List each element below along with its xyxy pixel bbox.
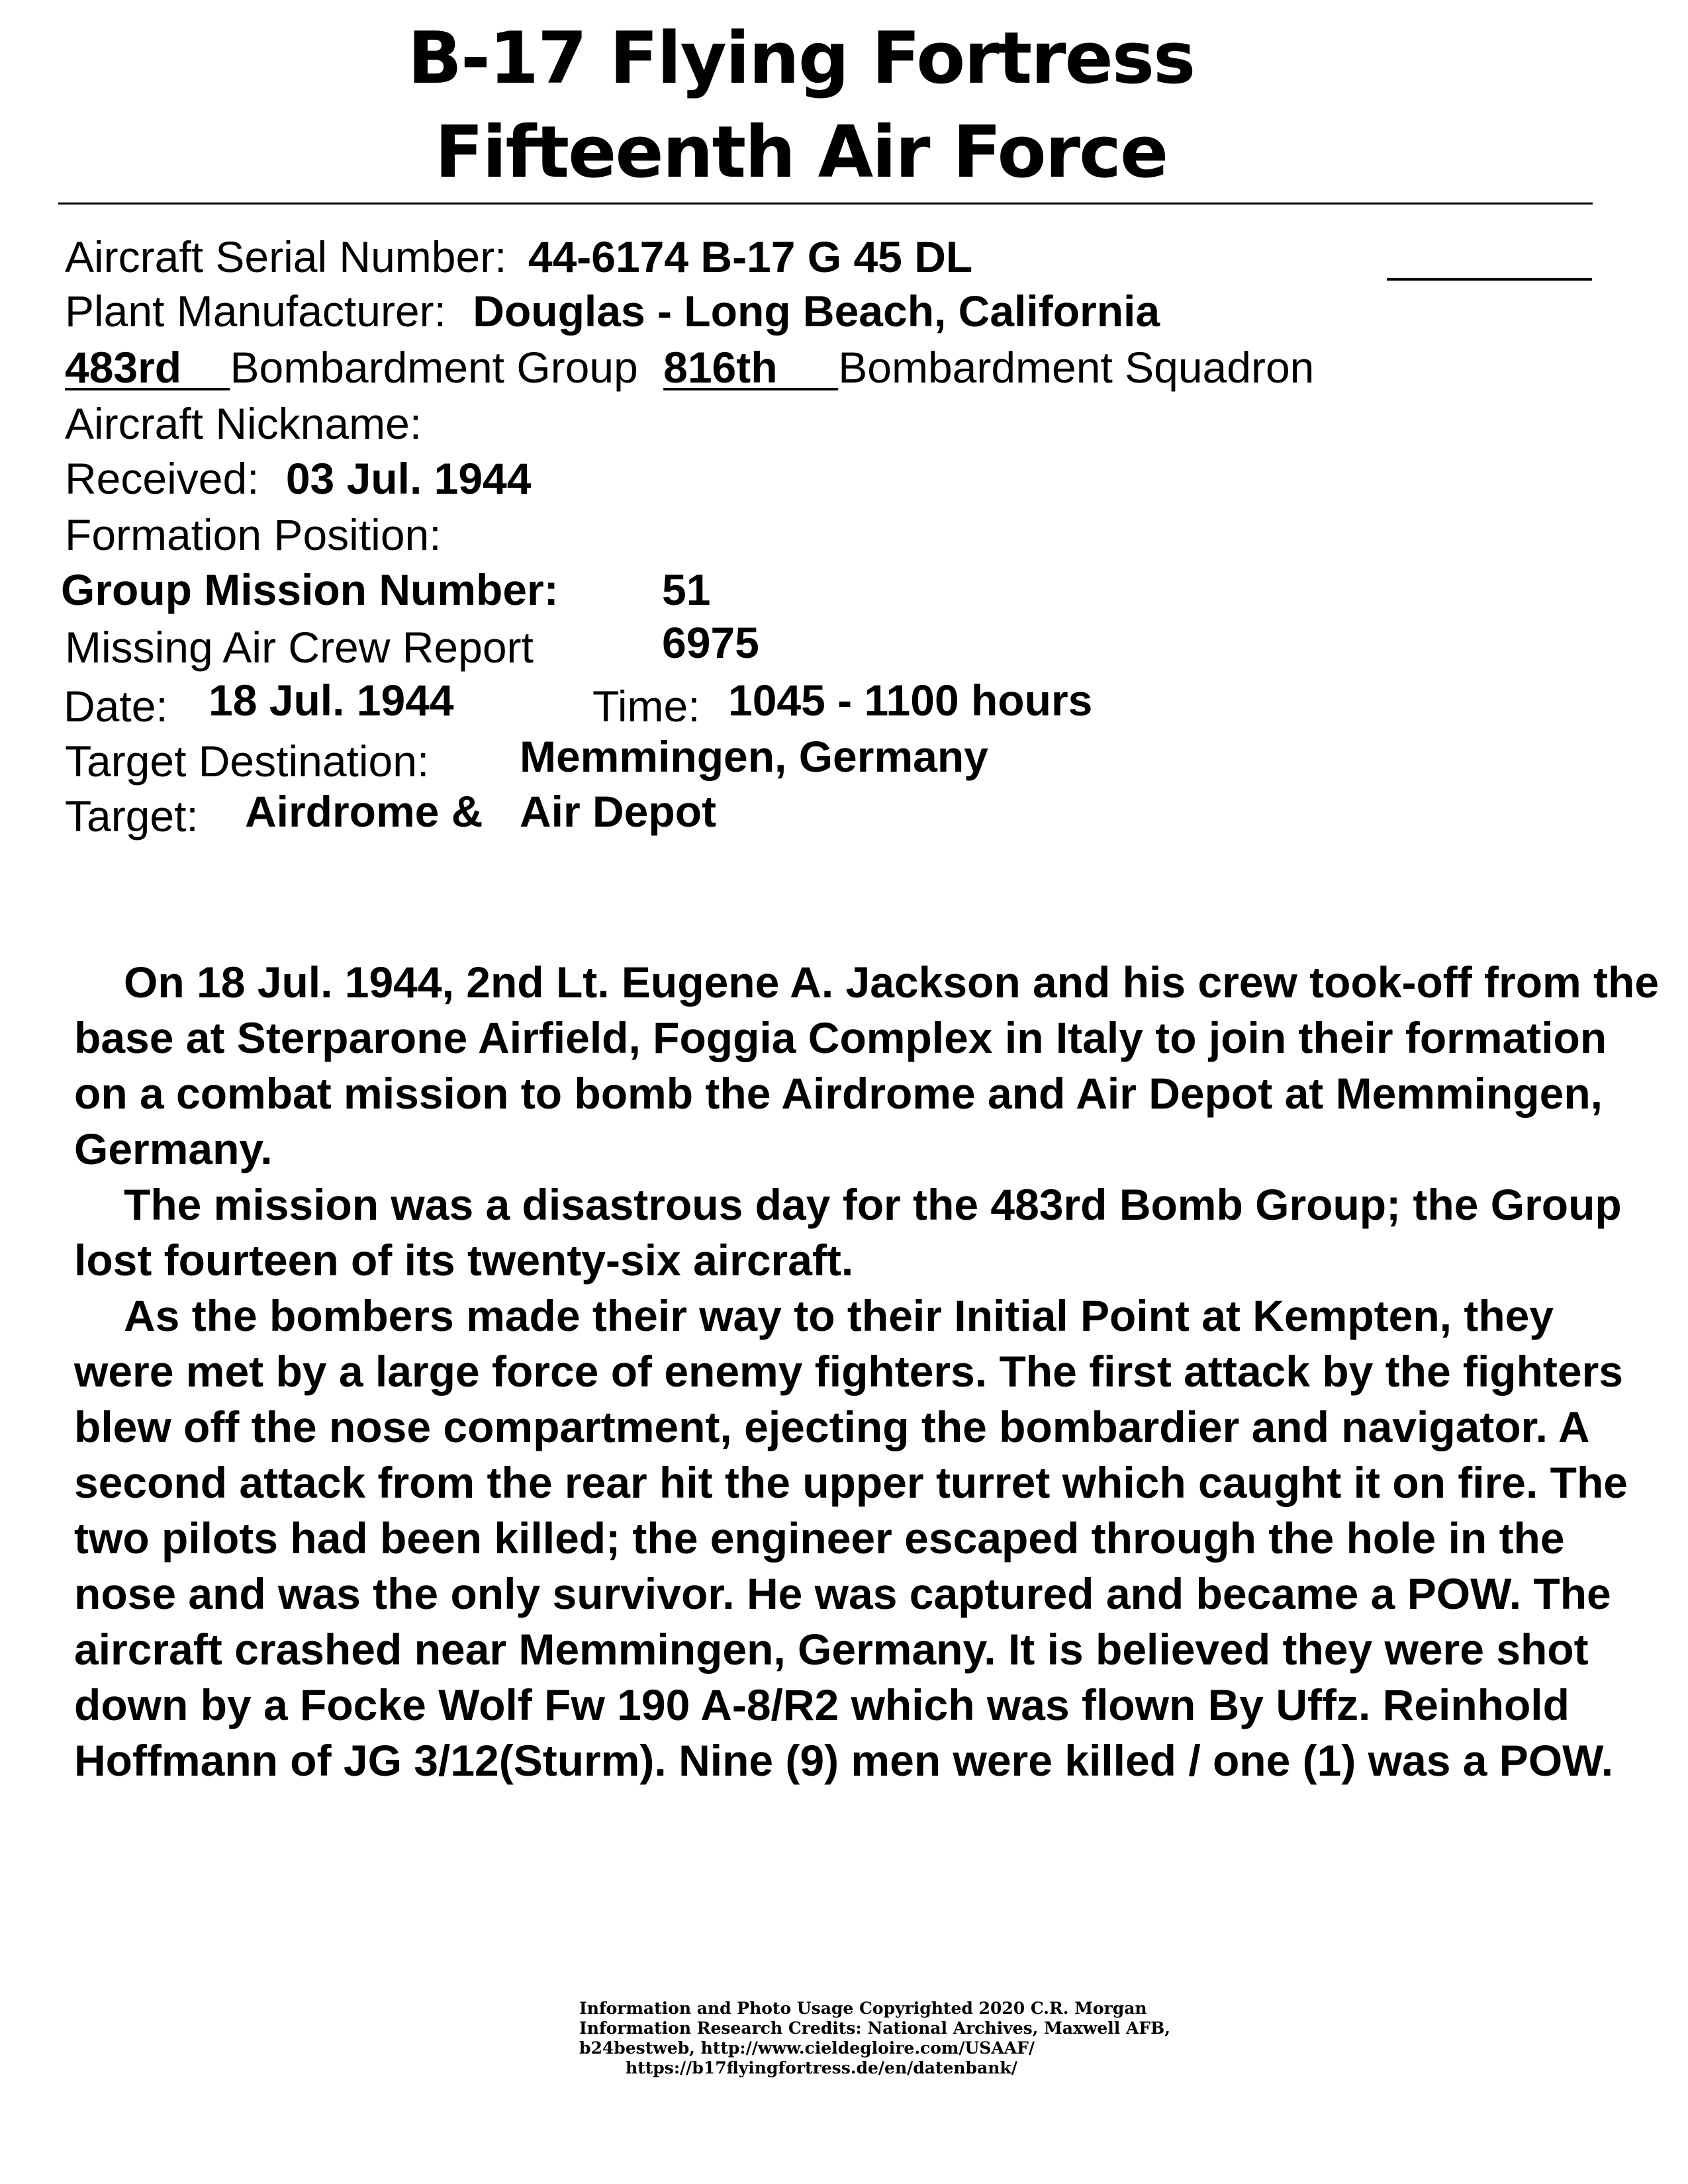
time-row: [592, 682, 700, 731]
narrative-paragraph-1: On 18 Jul. 1944, 2nd Lt. Eugene A. Jackson and his crew took-off from the base at Sterparone Airfield, Foggia Complex in Italy to join their formation on a combat mission to bomb the Airdrome and Air Depot at Memmingen, Germany.: [74, 958, 1660, 1173]
mission-label: Group Mission Number:: [61, 565, 559, 614]
destination-value-wrap: [520, 732, 988, 781]
footer-credits: Information Research Credits: National Archives, Maxwell AFB,: [579, 2019, 1170, 2038]
destination-row: [65, 737, 430, 786]
target-value-2-wrap: [520, 787, 716, 836]
mission-narrative: [74, 954, 1663, 1788]
target-label: Target:: [65, 792, 199, 841]
target-value-2: Air Depot: [520, 787, 716, 836]
footer-copyright: Information and Photo Usage Copyrighted 2020 C.R. Morgan: [579, 1999, 1147, 2018]
title-line-1: B-17 Flying Fortress: [407, 17, 1195, 100]
time-label: Time:: [592, 682, 700, 731]
serial-number-label: Aircraft Serial Number:: [65, 232, 507, 281]
target-value-1: Airdrome &: [245, 787, 483, 836]
narrative-paragraph-3: As the bombers made their way to their Initial Point at Kempten, they were met by a large force of enemy fighters. The first attack by the fighters blew off the nose compartment, ejecting the bombardier and navigator. A second attack from the rear hit the upper turret which caught it on fire. The two pilots had been killed; the engineer escaped through the hole in the nose and was the only survivor. He was captured and became a POW. The aircraft crashed near Memmingen, Germany. It is believed they were shot down by a Focke Wolf Fw 190 A-8/R2 which was flown By Uffz. Reinhold Hoffmann of JG 3/12(Sturm). Nine (9) men were killed / one (1) was a POW.: [74, 1291, 1628, 1785]
formation-label: Formation Position:: [65, 510, 442, 559]
formation-row: [65, 510, 442, 559]
destination-value: Memmingen, Germany: [520, 732, 988, 781]
footer-url-2: https://b17flyingfortress.de/en/datenbank/: [626, 2058, 1017, 2077]
squadron-label: Bombardment Squadron: [838, 343, 1315, 392]
blank-entry-line: [1387, 278, 1592, 281]
mission-value: 51: [662, 565, 711, 614]
nickname-label: Aircraft Nickname:: [65, 399, 422, 448]
group-label: Bombardment Group: [230, 343, 638, 392]
received-label: Received:: [65, 454, 259, 503]
mission-value-wrap: [662, 565, 711, 614]
manufacturer-label: Plant Manufacturer:: [65, 287, 446, 336]
macr-value: 6975: [662, 618, 759, 667]
footer-url-1: b24bestweb, http://www.cieldegloire.com/USAAF/: [579, 2038, 1035, 2058]
manufacturer-row: [65, 287, 1160, 336]
macr-row: [65, 623, 534, 672]
squadron-value: 816th: [663, 343, 778, 392]
title-divider: [58, 203, 1593, 205]
target-value-1-wrap: [245, 787, 483, 836]
target-row: [65, 792, 199, 841]
received-row: [65, 454, 532, 503]
group-squadron-row: [65, 343, 1315, 392]
date-label: Date:: [64, 682, 168, 731]
serial-number-row: [65, 232, 973, 281]
date-row: [64, 682, 168, 731]
time-value-wrap: [728, 676, 1093, 725]
serial-number-value: 44-6174 B-17 G 45 DL: [528, 232, 973, 281]
nickname-row: [65, 399, 422, 448]
date-value: 18 Jul. 1944: [209, 676, 454, 725]
title-line-2: Fifteenth Air Force: [434, 111, 1168, 194]
received-value: 03 Jul. 1944: [285, 454, 532, 503]
destination-label: Target Destination:: [65, 737, 430, 786]
date-value-wrap: [209, 676, 454, 725]
manufacturer-value: Douglas - Long Beach, California: [473, 287, 1160, 336]
credits-footer: [579, 1999, 1175, 2078]
mission-row: [61, 565, 559, 614]
macr-value-wrap: [662, 618, 759, 667]
macr-label: Missing Air Crew Report: [65, 623, 534, 672]
narrative-paragraph-2: The mission was a disastrous day for the 483rd Bomb Group; the Group lost fourteen of its twenty-six aircraft.: [74, 1180, 1622, 1285]
group-value: 483rd: [65, 343, 182, 392]
time-value: 1045 - 1100 hours: [728, 676, 1093, 725]
